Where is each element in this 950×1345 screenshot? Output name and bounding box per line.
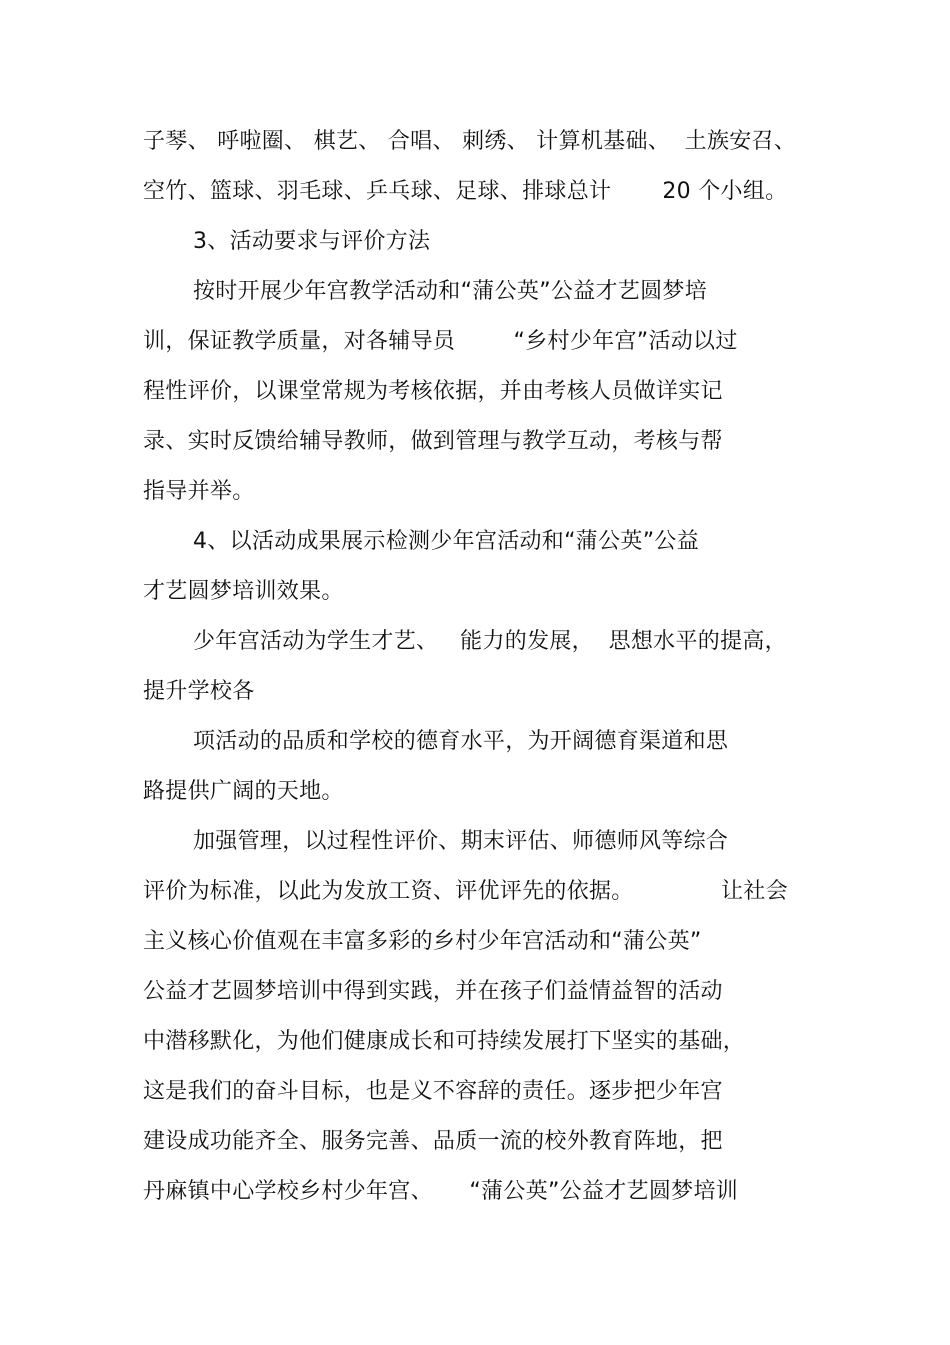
text-line: 空竹、篮球、羽毛球、乒乓球、足球、排球总计 20 个小组。 bbox=[143, 179, 788, 204]
text-line: 建设成功能齐全、服务完善、品质一流的校外教育阵地，把 bbox=[143, 1129, 723, 1154]
text-line: 项活动的品质和学校的德育水平，为开阔德育渠道和思 bbox=[193, 729, 729, 754]
text-line: 公益才艺圆梦培训中得到实践，并在孩子们益情益智的活动 bbox=[143, 979, 723, 1004]
section-heading: 3、活动要求与评价方法 bbox=[193, 229, 431, 254]
text-line: 这是我们的奋斗目标，也是义不容辞的责任。逐步把少年宫 bbox=[143, 1079, 723, 1104]
text-line: 评价为标准，以此为发放工资、评优评先的依据。 让社会 bbox=[143, 879, 789, 904]
text-line: 路提供广阔的天地。 bbox=[143, 779, 344, 804]
text-line: 训，保证教学质量，对各辅导员 “乡村少年宫”活动以过 bbox=[143, 329, 738, 354]
text-line: 指导并举。 bbox=[143, 479, 255, 504]
text-line: 少年宫活动为学生才艺、 能力的发展， 思想水平的提高， bbox=[193, 629, 787, 654]
text-line: 按时开展少年宫教学活动和“蒲公英”公益才艺圆梦培 bbox=[193, 279, 707, 304]
text-line: 加强管理，以过程性评价、期末评估、师德师风等综合 bbox=[193, 829, 729, 854]
text-line: 提升学校各 bbox=[143, 679, 255, 704]
text-line: 中潜移默化，为他们健康成长和可持续发展打下坚实的基础， bbox=[143, 1029, 746, 1054]
text-line: 子琴、 呼啦圈、 棋艺、 合唱、 刺绣、 计算机基础、 土族安召、 bbox=[143, 129, 797, 154]
text-line: 录、实时反馈给辅导教师，做到管理与教学互动，考核与帮 bbox=[143, 429, 723, 454]
text-line: 程性评价，以课堂常规为考核依据，并由考核人员做详实记 bbox=[143, 379, 723, 404]
text-line: 才艺圆梦培训效果。 bbox=[143, 579, 344, 604]
text-line: 主义核心价值观在丰富多彩的乡村少年宫活动和“蒲公英” bbox=[143, 929, 702, 954]
section-heading: 4、以活动成果展示检测少年宫活动和“蒲公英”公益 bbox=[193, 529, 699, 554]
text-line: 丹麻镇中心学校乡村少年宫、 “蒲公英”公益才艺圆梦培训 bbox=[143, 1179, 739, 1204]
